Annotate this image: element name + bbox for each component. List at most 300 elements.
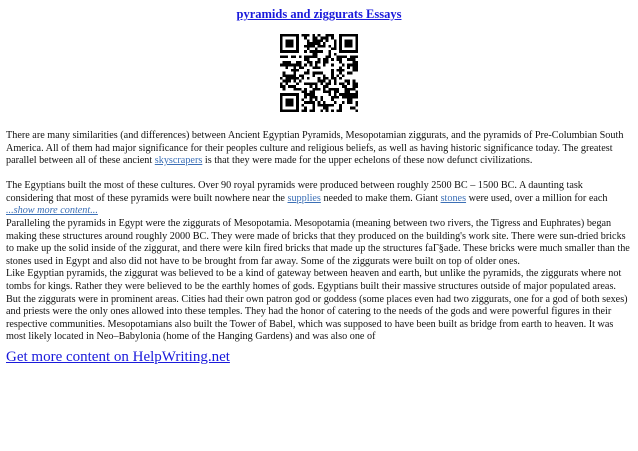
qr-module: [323, 88, 326, 91]
qr-module: [336, 74, 339, 77]
qr-module: [283, 93, 286, 96]
qr-module: [353, 80, 356, 83]
qr-module: [296, 109, 299, 112]
qr-module: [296, 99, 299, 102]
qr-module: [285, 45, 288, 48]
qr-module: [355, 34, 358, 37]
qr-module: [345, 42, 348, 45]
qr-module: [331, 34, 334, 37]
qr-module: [334, 53, 337, 56]
qr-module: [355, 90, 358, 93]
qr-module: [285, 77, 288, 80]
qr-module: [291, 74, 294, 77]
qr-module: [353, 56, 356, 59]
qr-module: [280, 109, 283, 112]
paragraph-1-text-b: is that they were made for the upper echelons of these now defunct civilizations.: [202, 155, 533, 167]
qr-module: [288, 85, 291, 88]
qr-module: [285, 74, 288, 77]
qr-module: [339, 82, 342, 85]
qr-module: [318, 101, 321, 104]
qr-module: [323, 107, 326, 110]
qr-module: [291, 64, 294, 67]
qr-module: [302, 104, 305, 107]
qr-module: [339, 77, 342, 80]
qr-module: [342, 74, 345, 77]
qr-module: [293, 85, 296, 88]
qr-module: [326, 90, 329, 93]
qr-module: [339, 37, 342, 40]
qr-module: [355, 37, 358, 40]
qr-module: [288, 45, 291, 48]
qr-module: [328, 80, 331, 83]
qr-module: [318, 88, 321, 91]
qr-module: [288, 99, 291, 102]
qr-module: [283, 72, 286, 75]
qr-module: [285, 61, 288, 64]
qr-module: [350, 93, 353, 96]
qr-module: [342, 56, 345, 59]
qr-module: [285, 42, 288, 45]
qr-module: [312, 34, 315, 37]
qr-module: [350, 101, 353, 104]
qr-module: [312, 66, 315, 69]
qr-module: [350, 88, 353, 91]
qr-module: [345, 85, 348, 88]
qr-module: [312, 90, 315, 93]
qr-module: [353, 34, 356, 37]
qr-module: [291, 101, 294, 104]
qr-module: [353, 61, 356, 64]
qr-module: [345, 34, 348, 37]
qr-module: [353, 93, 356, 96]
qr-module: [323, 77, 326, 80]
qr-module: [350, 107, 353, 110]
qr-module: [285, 109, 288, 112]
qr-module: [293, 66, 296, 69]
stones-link[interactable]: stones: [440, 192, 467, 204]
qr-module: [291, 56, 294, 59]
qr-module: [320, 45, 323, 48]
qr-module: [315, 37, 318, 40]
qr-module: [350, 72, 353, 75]
qr-module: [291, 99, 294, 102]
qr-module: [347, 90, 350, 93]
qr-module: [312, 101, 315, 104]
qr-module: [302, 34, 305, 37]
qr-module: [318, 50, 321, 53]
qr-module: [347, 80, 350, 83]
qr-module: [318, 104, 321, 107]
qr-module: [293, 69, 296, 72]
qr-module: [345, 45, 348, 48]
qr-module: [350, 42, 353, 45]
qr-module: [331, 72, 334, 75]
qr-module: [283, 74, 286, 77]
qr-module: [318, 66, 321, 69]
qr-module: [307, 77, 310, 80]
qr-module: [328, 53, 331, 56]
get-more-content-link[interactable]: Get more content on HelpWriting.net: [6, 349, 230, 365]
qr-module: [296, 50, 299, 53]
qr-module: [342, 101, 345, 104]
qr-module: [353, 85, 356, 88]
qr-module: [328, 82, 331, 85]
qr-module: [280, 77, 283, 80]
document-title[interactable]: pyramids and ziggurats Essays: [236, 7, 402, 21]
qr-module: [296, 93, 299, 96]
qr-module: [299, 56, 302, 59]
qr-module: [334, 47, 337, 50]
qr-module: [320, 109, 323, 112]
qr-module: [307, 101, 310, 104]
qr-module: [326, 56, 329, 59]
qr-module: [334, 90, 337, 93]
qr-module: [336, 90, 339, 93]
qr-module: [320, 37, 323, 40]
qr-module: [291, 77, 294, 80]
qr-module: [288, 104, 291, 107]
qr-module: [302, 99, 305, 102]
qr-module: [334, 93, 337, 96]
qr-module: [323, 61, 326, 64]
qr-module: [315, 47, 318, 50]
qr-module: [331, 88, 334, 91]
qr-module: [336, 56, 339, 59]
qr-module: [355, 82, 358, 85]
qr-module: [334, 80, 337, 83]
qr-module: [347, 101, 350, 104]
qr-module: [307, 61, 310, 64]
qr-module: [315, 85, 318, 88]
qr-module: [339, 45, 342, 48]
qr-module: [296, 42, 299, 45]
qr-module: [293, 72, 296, 75]
qr-module: [315, 53, 318, 56]
qr-module: [336, 109, 339, 112]
qr-module: [342, 34, 345, 37]
qr-module: [347, 93, 350, 96]
qr-module: [285, 39, 288, 42]
qr-module: [347, 39, 350, 42]
qr-module: [280, 82, 283, 85]
paragraph-2-text-a: The Egyptians built the most of these cultures. Over 90 royal pyramids were produced between roughly 2500 BC – 1500 BC. A daunting task considering that most of these pyramids were built nowhere near the: [6, 180, 583, 204]
qr-module: [280, 96, 283, 99]
qr-module: [355, 66, 358, 69]
qr-module: [304, 45, 307, 48]
qr-module: [315, 61, 318, 64]
qr-module: [312, 53, 315, 56]
qr-module: [310, 50, 313, 53]
qr-module: [350, 64, 353, 67]
qr-module: [291, 93, 294, 96]
qr-module: [310, 109, 313, 112]
essay-body: [6, 130, 632, 344]
qr-module: [350, 34, 353, 37]
qr-module: [296, 107, 299, 110]
qr-module: [355, 64, 358, 67]
qr-module: [331, 64, 334, 67]
qr-module: [288, 74, 291, 77]
qr-module: [310, 96, 313, 99]
qr-module: [312, 88, 315, 91]
qr-module: [288, 93, 291, 96]
qr-module: [315, 72, 318, 75]
qr-module: [299, 88, 302, 91]
qr-module: [291, 39, 294, 42]
qr-module: [355, 50, 358, 53]
qr-module: [347, 88, 350, 91]
qr-module: [336, 88, 339, 91]
qr-module: [312, 56, 315, 59]
paragraph-2-text-c: were used, over a million for each: [466, 192, 608, 204]
qr-module: [283, 109, 286, 112]
qr-module: [347, 96, 350, 99]
qr-module: [304, 82, 307, 85]
qr-module: [339, 58, 342, 61]
qr-module: [307, 82, 310, 85]
qr-module: [326, 58, 329, 61]
qr-module: [280, 50, 283, 53]
qr-module: [302, 74, 305, 77]
qr-module: [334, 45, 337, 48]
qr-module: [326, 104, 329, 107]
qr-module: [334, 96, 337, 99]
qr-module: [334, 42, 337, 45]
qr-module: [304, 50, 307, 53]
qr-module: [293, 64, 296, 67]
qr-module: [347, 45, 350, 48]
qr-module: [307, 47, 310, 50]
qr-module: [280, 93, 283, 96]
qr-module: [283, 80, 286, 83]
qr-module: [296, 64, 299, 67]
qr-module: [283, 64, 286, 67]
qr-module: [320, 104, 323, 107]
qr-module: [355, 104, 358, 107]
qr-module: [355, 42, 358, 45]
skyscrapers-link[interactable]: skyscrapers: [154, 155, 203, 167]
qr-module: [328, 88, 331, 91]
qr-module: [323, 58, 326, 61]
qr-module: [331, 96, 334, 99]
qr-module: [350, 50, 353, 53]
qr-module: [318, 34, 321, 37]
qr-module: [331, 99, 334, 102]
qr-module: [307, 42, 310, 45]
qr-module: [307, 58, 310, 61]
qr-module: [312, 37, 315, 40]
qr-module: [315, 39, 318, 42]
qr-module: [328, 104, 331, 107]
qr-module: [342, 69, 345, 72]
qr-module: [280, 56, 283, 59]
qr-module: [355, 101, 358, 104]
qr-module: [355, 39, 358, 42]
qr-module: [310, 42, 313, 45]
qr-module: [293, 109, 296, 112]
qr-module: [318, 72, 321, 75]
qr-module: [280, 64, 283, 67]
qr-module: [285, 56, 288, 59]
qr-module: [353, 88, 356, 91]
qr-module: [285, 50, 288, 53]
qr-module: [310, 101, 313, 104]
qr-module: [312, 109, 315, 112]
qr-module: [355, 47, 358, 50]
qr-module: [288, 109, 291, 112]
qr-module: [350, 45, 353, 48]
qr-module: [304, 58, 307, 61]
qr-module: [312, 96, 315, 99]
qr-module: [310, 99, 313, 102]
qr-module: [293, 74, 296, 77]
qr-module: [296, 88, 299, 91]
paragraph-1: [6, 130, 632, 168]
qr-module: [331, 69, 334, 72]
qr-module: [288, 34, 291, 37]
qr-module: [285, 101, 288, 104]
qr-module: [320, 80, 323, 83]
qr-module: [315, 96, 318, 99]
qr-module: [304, 64, 307, 67]
qr-module: [323, 85, 326, 88]
qr-module: [334, 77, 337, 80]
qr-module: [288, 101, 291, 104]
qr-module: [296, 82, 299, 85]
qr-module: [293, 77, 296, 80]
qr-module: [347, 50, 350, 53]
qr-module: [293, 34, 296, 37]
qr-module: [307, 69, 310, 72]
qr-module: [320, 99, 323, 102]
paragraph-2-text-b: needed to make them. Giant: [320, 192, 441, 204]
qr-module: [350, 58, 353, 61]
qr-module: [339, 34, 342, 37]
qr-module: [310, 64, 313, 67]
qr-module: [326, 61, 329, 64]
qr-module: [355, 109, 358, 112]
qr-module: [315, 66, 318, 69]
qr-module: [302, 77, 305, 80]
qr-module: [339, 47, 342, 50]
qr-module: [331, 47, 334, 50]
qr-module: [347, 72, 350, 75]
qr-module: [296, 96, 299, 99]
qr-module: [342, 96, 345, 99]
qr-module: [293, 93, 296, 96]
qr-module: [291, 85, 294, 88]
qr-module: [345, 80, 348, 83]
qr-module: [345, 88, 348, 91]
qr-module: [347, 42, 350, 45]
qr-module: [347, 66, 350, 69]
paragraph-3: Paralleling the pyramids in Egypt were the ziggurats of Mesopotamia. Mesopotamia (meaning between two rivers, the Tigress and Euphrates) began making these structures around roughly 2000 BC. They were made of bricks that they produced on the building's work site. There were sun-dried bricks to make up the solid inside of the ziggurat, and there were kiln fired bricks that made up the structures faГ§ade. These bricks were much smaller than the stones used in Egypt and also did not have to be brought from far away. Some of the ziggurats were built on top of older ones.: [6, 217, 630, 267]
qr-module: [288, 39, 291, 42]
qr-module: [283, 50, 286, 53]
qr-module: [285, 80, 288, 83]
qr-module: [288, 42, 291, 45]
qr-module: [339, 93, 342, 96]
qr-module: [302, 90, 305, 93]
qr-module: [283, 56, 286, 59]
qr-module: [345, 93, 348, 96]
qr-module: [293, 50, 296, 53]
qr-module: [328, 93, 331, 96]
qr-module: [355, 61, 358, 64]
show-more-link[interactable]: ...show more content...: [6, 205, 98, 217]
qr-module: [323, 42, 326, 45]
qr-module: [334, 101, 337, 104]
qr-module: [353, 50, 356, 53]
qr-module: [347, 34, 350, 37]
qr-module: [328, 90, 331, 93]
qr-module: [336, 69, 339, 72]
qr-module: [285, 82, 288, 85]
qr-module: [339, 107, 342, 110]
qr-module: [296, 39, 299, 42]
qr-module: [339, 72, 342, 75]
qr-module: [291, 50, 294, 53]
qr-module: [355, 56, 358, 59]
qr-module: [307, 56, 310, 59]
qr-module: [347, 99, 350, 102]
qr-module: [302, 109, 305, 112]
qr-module: [347, 82, 350, 85]
qr-module: [339, 61, 342, 64]
qr-module: [304, 72, 307, 75]
qr-module: [280, 37, 283, 40]
qr-module: [353, 82, 356, 85]
qr-module: [342, 82, 345, 85]
qr-module: [350, 99, 353, 102]
qr-module: [285, 66, 288, 69]
qr-module: [326, 85, 329, 88]
qr-module: [291, 42, 294, 45]
supplies-link[interactable]: supplies: [287, 192, 321, 204]
qr-module: [339, 56, 342, 59]
qr-module: [339, 66, 342, 69]
qr-module: [353, 66, 356, 69]
qr-module: [288, 80, 291, 83]
qr-code-icon: [280, 34, 358, 112]
qr-module: [307, 93, 310, 96]
qr-module: [293, 56, 296, 59]
qr-module: [326, 39, 329, 42]
qr-module: [304, 107, 307, 110]
qr-module: [304, 88, 307, 91]
qr-module: [350, 96, 353, 99]
qr-module: [280, 34, 283, 37]
qr-module: [280, 45, 283, 48]
qr-module: [280, 47, 283, 50]
qr-module: [312, 50, 315, 53]
qr-module: [315, 64, 318, 67]
qr-module: [280, 107, 283, 110]
qr-module: [293, 88, 296, 91]
qr-module: [328, 50, 331, 53]
qr-module: [296, 69, 299, 72]
qr-module: [307, 34, 310, 37]
qr-module: [334, 82, 337, 85]
qr-module: [283, 61, 286, 64]
qr-module: [315, 42, 318, 45]
qr-module: [304, 101, 307, 104]
qr-module: [280, 42, 283, 45]
qr-module: [310, 82, 313, 85]
qr-module: [304, 37, 307, 40]
qr-module: [350, 39, 353, 42]
qr-module: [345, 39, 348, 42]
